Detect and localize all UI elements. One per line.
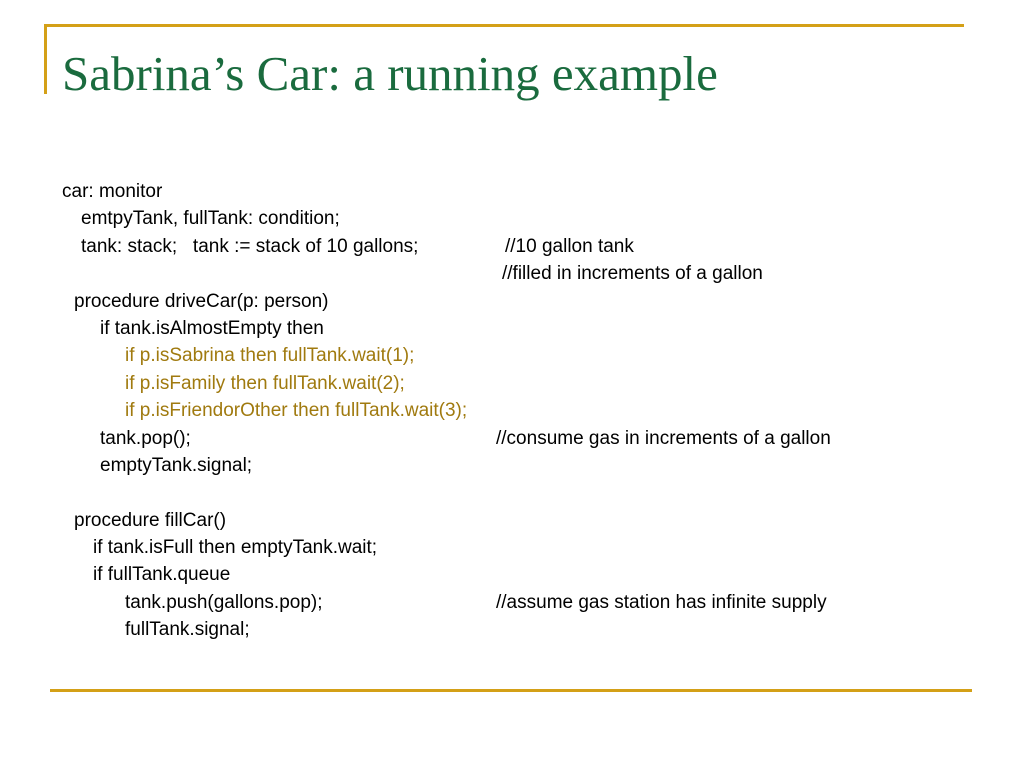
code-text: procedure fillCar() [74,509,227,531]
code-text: procedure driveCar(p: person) [74,290,329,312]
code-text-highlighted: if p.isFamily then fullTank.wait(2); [125,372,405,394]
code-comment: //filled in increments of a gallon [502,263,763,285]
code-text: fullTank.signal; [125,619,250,641]
left-rule [44,24,47,94]
slide-title: Sabrina’s Car: a running example [62,46,718,101]
code-text: if tank.isFull then emptyTank.wait; [93,537,378,559]
bottom-rule [50,689,972,692]
code-text: car: monitor [62,181,163,202]
code-text: if fullTank.queue [93,564,231,586]
code-comment: //10 gallon tank [505,235,634,257]
code-text: emptyTank.signal; [100,454,253,476]
code-text: tank: stack; tank := stack of 10 gallons; [81,235,419,257]
code-text-highlighted: if p.isFriendorOther then fullTank.wait(3); [125,400,468,422]
code-comment: //assume gas station has infinite supply [496,591,827,613]
code-comment: //consume gas in increments of a gallon [496,427,831,449]
code-text-highlighted: if p.isSabrina then fullTank.wait(1); [125,345,415,367]
top-rule [44,24,964,27]
code-text: emtpyTank, fullTank: condition; [81,208,340,230]
code-text: tank.push(gallons.pop); [125,591,323,613]
code-text: if tank.isAlmostEmpty then [100,317,324,339]
code-text: tank.pop(); [100,427,191,449]
